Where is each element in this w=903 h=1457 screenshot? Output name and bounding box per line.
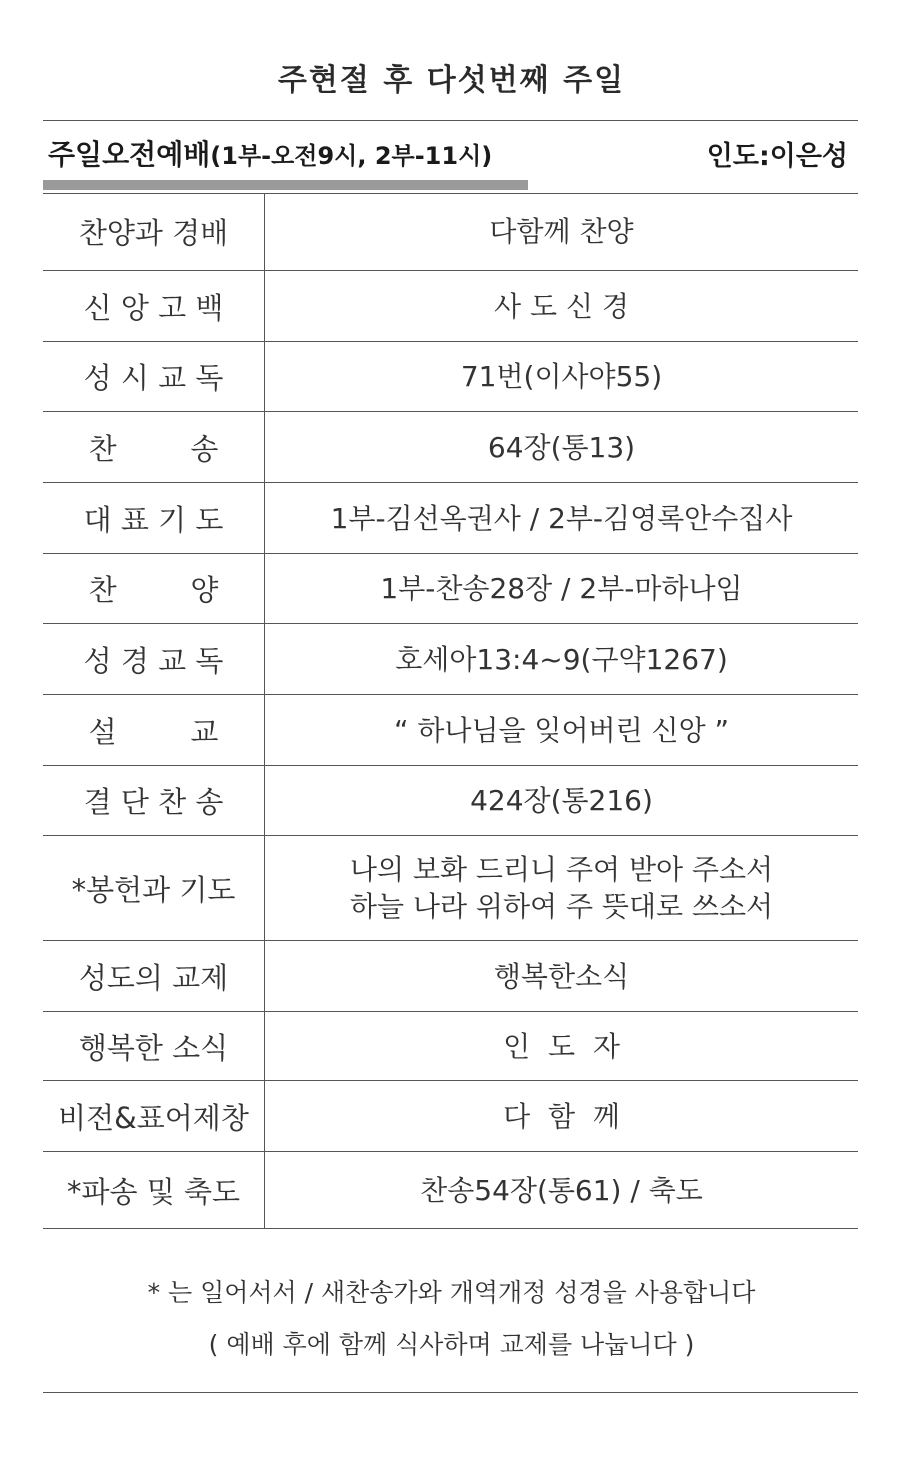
row-label: 설 교 <box>43 695 265 765</box>
table-row <box>43 412 858 483</box>
row-content-line: 다함께 찬양 <box>489 215 634 248</box>
row-content <box>265 624 858 694</box>
row-label: 대 표 기 도 <box>43 483 265 553</box>
row-content-line: 다 함 께 <box>503 1099 620 1133</box>
row-content <box>265 271 858 341</box>
table-row <box>43 941 858 1012</box>
service-name <box>48 133 492 173</box>
row-label: 성 시 교 독 <box>43 342 265 411</box>
row-content <box>265 554 858 623</box>
row-content-line: 인 도 자 <box>503 1029 620 1063</box>
row-content-line: 64장(통13) <box>487 430 636 464</box>
table-row <box>43 193 858 271</box>
row-label: 비전&표어제창 <box>43 1081 265 1151</box>
row-content <box>265 193 858 270</box>
row-content <box>265 766 858 835</box>
table-row <box>43 836 858 941</box>
table-row <box>43 342 858 412</box>
row-content <box>265 836 858 940</box>
row-label: 성도의 교제 <box>43 941 265 1011</box>
table-row <box>43 554 858 624</box>
row-label: 행복한 소식 <box>43 1012 265 1080</box>
row-content <box>265 412 858 482</box>
order-of-service-table <box>43 193 858 1229</box>
row-content-line: 나의 보화 드리니 주여 받아 주소서 <box>349 853 774 886</box>
row-content-line: 사 도 신 경 <box>494 289 629 323</box>
row-content-line: 호세아13:4~9(구약1267) <box>395 642 728 676</box>
service-leader: 인도:이은성 <box>706 140 848 172</box>
service-time: (1부-오전9시, 2부-11시) <box>210 142 493 170</box>
row-label: 신 앙 고 백 <box>43 271 265 341</box>
footer-note-standing: * 는 일어서서 / 새찬송가와 개역개정 성경을 사용합니다 <box>147 1278 756 1307</box>
header-accent-bar <box>43 180 528 190</box>
table-row <box>43 483 858 554</box>
row-content <box>265 342 858 411</box>
row-content-line: “ 하나님을 잊어버린 신앙 ” <box>393 713 730 747</box>
table-row <box>43 624 858 695</box>
service-header <box>48 128 848 178</box>
row-content <box>265 1152 858 1228</box>
row-content <box>265 1081 858 1151</box>
row-content-line: 71번(이사야55) <box>460 360 663 393</box>
table-row <box>43 1152 858 1229</box>
top-divider <box>43 120 858 121</box>
row-label: 결 단 찬 송 <box>43 766 265 835</box>
bulletin-title: 주현절 후 다섯번째 주일 <box>277 63 626 98</box>
row-content-line: 행복한소식 <box>493 959 630 993</box>
row-content <box>265 483 858 553</box>
row-content-line: 1부-김선옥권사 / 2부-김영록안수집사 <box>330 501 793 535</box>
row-label: 찬양과 경배 <box>43 193 265 270</box>
table-row <box>43 1012 858 1081</box>
footer-note-fellowship: ( 예배 후에 함께 식사하며 교제를 나눕니다 ) <box>208 1330 695 1359</box>
row-label: *봉헌과 기도 <box>43 836 265 940</box>
bottom-divider <box>43 1392 858 1393</box>
row-content-line: 하늘 나라 위하여 주 뜻대로 쓰소서 <box>349 890 774 923</box>
table-row <box>43 271 858 342</box>
row-content <box>265 1012 858 1080</box>
row-label: 찬 송 <box>43 412 265 482</box>
table-row <box>43 1081 858 1152</box>
row-label: 찬 양 <box>43 554 265 623</box>
row-label: *파송 및 축도 <box>43 1152 265 1228</box>
row-content <box>265 941 858 1011</box>
service-name-text: 주일오전예배 <box>48 138 211 171</box>
row-content-line: 1부-찬송28장 / 2부-마하나임 <box>380 572 743 605</box>
table-row <box>43 695 858 766</box>
table-row <box>43 766 858 836</box>
row-content-line: 424장(통216) <box>470 784 653 817</box>
row-content <box>265 695 858 765</box>
row-content-line: 찬송54장(통61) / 축도 <box>420 1173 703 1207</box>
row-label: 성 경 교 독 <box>43 624 265 694</box>
